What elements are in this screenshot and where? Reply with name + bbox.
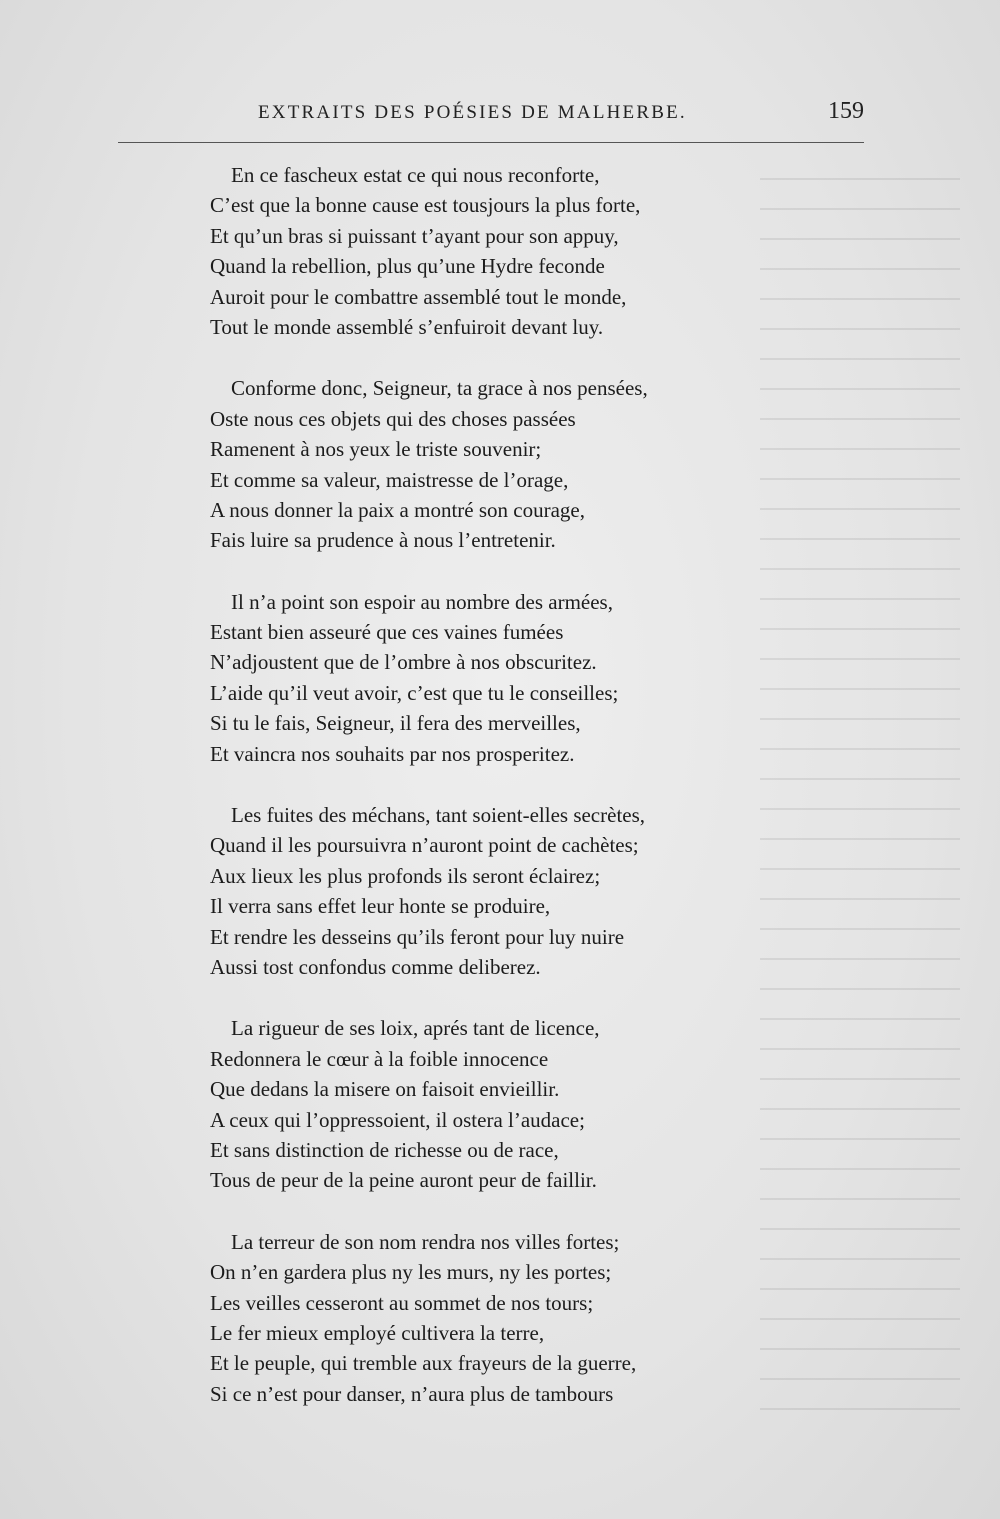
verse-line: Il n’a point son espoir au nombre des armées, — [231, 589, 613, 614]
verse-line: Tout le monde assemblé s’enfuiroit devant luy. — [210, 314, 604, 339]
stanza-5 — [210, 1013, 770, 1195]
verse-line: Et sans distinction de richesse ou de race, — [210, 1137, 559, 1162]
verse-line: Il verra sans effet leur honte se produire, — [210, 894, 551, 919]
stanza-3 — [210, 587, 770, 769]
verse-line: Redonnera le cœur à la foible innocence — [210, 1046, 549, 1071]
verse-line: La rigueur de ses loix, aprés tant de licence, — [231, 1016, 600, 1041]
verse-line: L’aide qu’il veut avoir, c’est que tu le conseilles; — [210, 680, 619, 705]
verse-line: Conforme donc, Seigneur, ta grace à nos pensées, — [231, 376, 648, 401]
verse-line: N’adjoustent que de l’ombre à nos obscuritez. — [210, 650, 597, 675]
verse-line: Si tu le fais, Seigneur, il fera des merveilles, — [210, 711, 581, 736]
verse-line: A ceux qui l’oppressoient, il ostera l’audace; — [210, 1107, 585, 1132]
stanza-1 — [210, 160, 770, 342]
verse-line: On n’en gardera plus ny les murs, ny les portes; — [210, 1260, 612, 1285]
verse-line: Les veilles cesseront au sommet de nos tours; — [210, 1290, 594, 1315]
header-rule — [118, 142, 864, 143]
verse-line: Aussi tost confondus comme deliberez. — [210, 954, 541, 979]
verse-line: Quand il les poursuivra n’auront point de cachètes; — [210, 833, 639, 858]
stanza-4 — [210, 800, 770, 982]
verse-line: Estant bien asseuré que ces vaines fumées — [210, 620, 564, 645]
stanza-2 — [210, 373, 770, 555]
verse-line: Ramenent à nos yeux le triste souvenir; — [210, 437, 542, 462]
verse-line: C’est que la bonne cause est tousjours la plus forte, — [210, 193, 641, 218]
verse-line: Tous de peur de la peine auront peur de faillir. — [210, 1168, 597, 1193]
verse-line: Que dedans la misere on faisoit envieillir. — [210, 1077, 560, 1102]
verse-line: Et comme sa valeur, maistresse de l’orage, — [210, 467, 569, 492]
page-number: 159 — [828, 98, 864, 124]
verse-line: Quand la rebellion, plus qu’une Hydre feconde — [210, 254, 605, 279]
verse-line: Les fuites des méchans, tant soient-elles secrètes, — [231, 803, 646, 828]
verse-line: Aux lieux les plus profonds ils seront éclairez; — [210, 863, 601, 888]
verse-line: A nous donner la paix a montré son courage, — [210, 497, 585, 522]
verse-line: Fais luire sa prudence à nous l’entretenir. — [210, 528, 556, 553]
show-through-texture — [760, 160, 960, 1410]
verse-line: Et qu’un bras si puissant t’ayant pour son appuy, — [210, 223, 619, 248]
verse-line: Auroit pour le combattre assemblé tout le monde, — [210, 284, 627, 309]
running-head — [118, 96, 864, 132]
verse-line: La terreur de son nom rendra nos villes fortes; — [231, 1229, 620, 1254]
verse-line: Et le peuple, qui tremble aux frayeurs de la guerre, — [210, 1351, 637, 1376]
stanza-6 — [210, 1227, 770, 1409]
verse-line: Le fer mieux employé cultivera la terre, — [210, 1320, 545, 1345]
verse-line: En ce fascheux estat ce qui nous reconforte, — [231, 163, 600, 187]
verse-line: Oste nous ces objets qui des choses passées — [210, 406, 576, 431]
verse-line: Si ce n’est pour danser, n’aura plus de tambours — [210, 1381, 614, 1406]
running-title: EXTRAITS DES POÉSIES DE MALHERBE. — [258, 102, 687, 123]
poem-body — [210, 160, 770, 1440]
verse-line: Et rendre les desseins qu’ils feront pour luy nuire — [210, 924, 625, 949]
verse-line: Et vaincra nos souhaits par nos prosperitez. — [210, 741, 575, 766]
